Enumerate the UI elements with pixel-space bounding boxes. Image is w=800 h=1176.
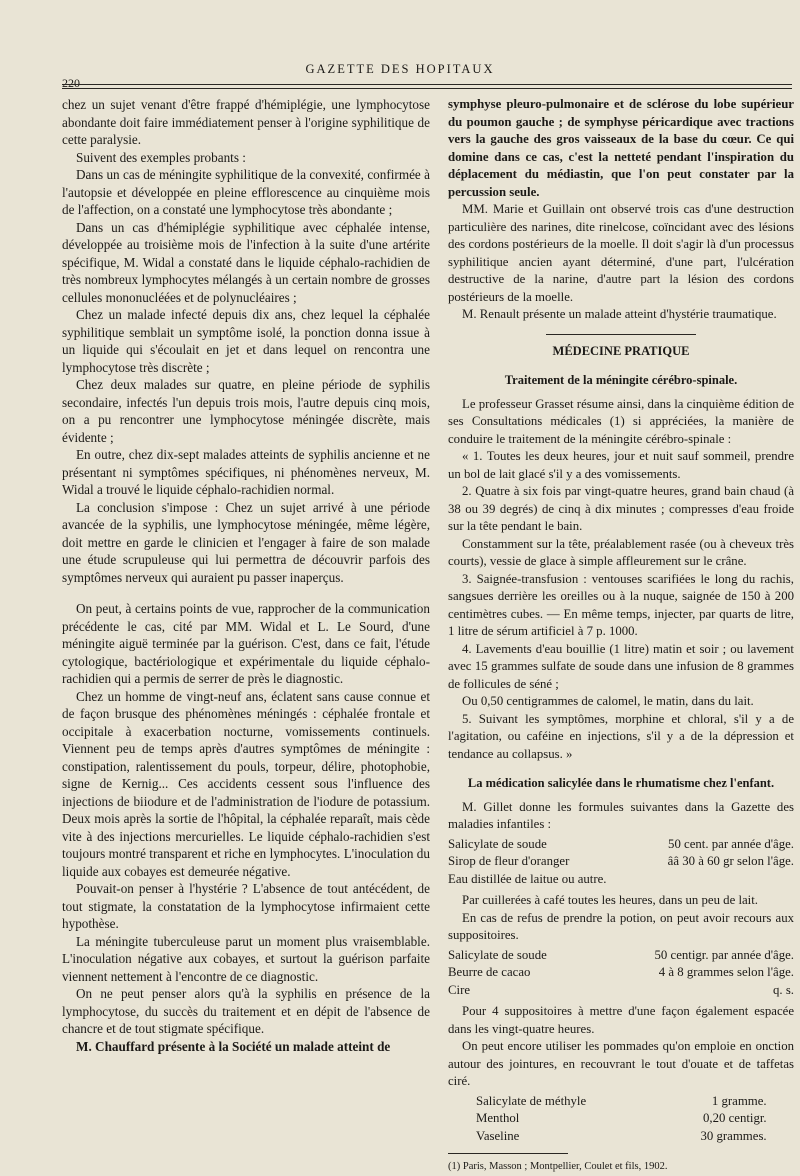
paragraph: 2. Quatre à six fois par vingt-quatre heures, grand bain chaud (à 38 ou 39 degrés) de cinq à dix minutes ; compresses d'eau froide sur la tête pendant le bain. <box>448 484 794 533</box>
paragraph: Ou 0,50 centigrammes de calomel, le matin, dans du lait. <box>462 694 754 708</box>
prescription-item: Beurre de cacao <box>448 965 531 979</box>
paragraph: « 1. Toutes les deux heures, jour et nuit sauf sommeil, prendre un bol de lait glacé s'il y a des vomissements. <box>448 449 794 481</box>
paragraph: M. Chauffard présente à la Société un malade atteint de <box>76 1038 391 1054</box>
prescription-row <box>448 947 794 965</box>
paragraph: 3. Saignée-transfusion : ventouses scarifiées le long du rachis, sangsues derrière les oreilles ou à la nuque, saignée de 150 à 200 centimètres cubes. — En même temps, injecter, par quarts de litre, 1 litre de sérum artificiel à 7 p. 1000. <box>448 571 794 638</box>
prescription-table <box>448 947 794 1000</box>
prescription-dose: ââ 30 à 60 gr selon l'âge. <box>667 854 794 868</box>
header-rule <box>62 84 792 85</box>
subsection-title: La médication salicylée dans le rhumatisme chez l'enfant. <box>467 776 775 790</box>
paragraph-gap <box>62 586 430 600</box>
prescription-dose <box>637 871 794 889</box>
prescription-item: Eau distillée de laitue ou autre. <box>448 871 607 886</box>
header-rule-thin <box>62 88 792 89</box>
paragraph: M. Gillet donne les formules suivantes dans la Gazette des maladies infantiles : <box>448 799 794 831</box>
left-column <box>62 96 430 1055</box>
prescription-item: Salicylate de méthyle <box>476 1093 587 1108</box>
paragraph: On peut, à certains points de vue, rapprocher de la communication précédente le cas, cité par MM. Widal et L. Le Sourd, d'une méningite aiguë terminée par la guérison. C'est, dans ce fait, l'étude cytologique, bactériologique et expérimentale du liquide céphalo-rachidien qui a permis de serrer de près le diagnostic. <box>62 601 430 686</box>
paragraph: La méningite tuberculeuse parut un moment plus vraisemblable. L'inoculation négative aux cobayes, et surtout la guérison parfaite viennent nettement à l'encontre de ce diagnostic. <box>62 933 430 984</box>
prescription-row <box>448 871 794 889</box>
subsection-title: Traitement de la méningite cérébro-spinale. <box>504 373 738 387</box>
prescription-dose: 50 cent. par année d'âge. <box>668 836 794 851</box>
prescription-dose: 0,20 centigr. <box>703 1111 767 1125</box>
running-head: GAZETTE DES HOPITAUX <box>305 62 495 76</box>
prescription-item: Cire <box>448 982 471 997</box>
paragraph: Dans un cas de méningite syphilitique de la convexité, confirmée à l'autopsie et développée en pleine efflorescence au cinquième mois de l'affection, on a constaté une lymphocytose très abondante ; <box>62 167 430 217</box>
prescription-row <box>448 982 794 1000</box>
prescription-dose: 1 gramme. <box>711 1093 767 1108</box>
prescription-dose: 30 grammes. <box>700 1128 767 1143</box>
prescription-item: Menthol <box>476 1111 520 1125</box>
prescription-item: Salicylate de soude <box>448 947 547 962</box>
prescription-table <box>448 836 794 889</box>
paragraph: En outre, chez dix-sept malades atteints de syphilis ancienne et ne présentant ni symptômes spécifiques, ni phénomènes nerveux, M. Widal a trouvé le liquide céphalo-rachidien normal. <box>62 447 430 497</box>
prescription-dose: 50 centigr. par année d'âge. <box>654 947 794 962</box>
prescription-item: Sirop de fleur d'oranger <box>448 854 570 868</box>
prescription-dose: 4 à 8 grammes selon l'âge. <box>658 965 794 979</box>
paragraph: Constamment sur la tête, préalablement rasée (ou à cheveux très courts), vessie de glace à simple affleurement sur le crâne. <box>448 536 794 568</box>
paragraph: Suivent des exemples probants : <box>76 149 246 165</box>
prescription-table <box>476 1093 767 1146</box>
paragraph: symphyse pleuro-pulmonaire et de sclérose du lobe supérieur du poumon gauche ; de symphyse péricardique avec tractions vers la gauche des gros vaisseaux de la base du cœur. Ce qui domine dans ce cas, c'est la netteté pendant l'inspiration du déplacement du médiastin, que l'on peut constater par la percussion seule. <box>448 97 794 199</box>
paragraph: 5. Suivant les symptômes, morphine et chloral, s'il y a de l'agitation, ou caféine en injections, s'il y a de la dépression et tendance au collapsus. » <box>448 711 794 761</box>
paragraph: MM. Marie et Guillain ont observé trois cas d'une destruction particulière des narines, dite rinelcose, coïncidant avec des lésions des cordons postérieurs de la moelle. Il doit s'agir là d'un processus syphilitique ancien ayant déterminé, d'une part, l'ulcération destructive de la narine, d'autre part la lésion des cordons postérieurs de la moelle. <box>448 202 794 304</box>
prescription-row <box>476 1110 767 1128</box>
paragraph: chez un sujet venant d'être frappé d'hémiplégie, une lymphocytose abondante doit faire immédiatement penser à l'origine syphilitique de cette paralysie. <box>62 97 430 147</box>
paragraph: La conclusion s'impose : Chez un sujet arrivé à une période avancée de la syphilis, une lymphocytose méningée, même légère, doit mettre en garde le clinicien et l'engager à faire de son malade une étude scrupuleuse qui lui permettra de découvrir parfois des symptômes nerveux qui auraient pu passer inaperçus. <box>62 499 430 585</box>
footnote: (1) Paris, Masson ; Montpellier, Coulet et fils, 1902. <box>448 1161 668 1172</box>
prescription-dose: q. s. <box>773 982 794 997</box>
paragraph: Par cuillerées à café toutes les heures, dans un peu de lait. <box>462 893 758 907</box>
paragraph: Pouvait-on penser à l'hystérie ? L'absence de tout antécédent, de tout stigmate, la constatation de la lymphocytose infirmaient cette hypothèse. <box>62 881 430 931</box>
paragraph: Le professeur Grasset résume ainsi, dans la cinquième édition de ses Consultations médicales (1) si appréciées, la manière de conduire le traitement de la méningite cérébro-spinale : <box>448 396 794 446</box>
paragraph: Chez un malade infecté depuis dix ans, chez lequel la céphalée syphilitique semblait un symptôme isolé, la ponction donna issue à un liquide qui s'écoulait en jet et dans lequel on rencontra une lymphocytose très discrète ; <box>62 307 430 375</box>
paragraph: Chez un homme de vingt-neuf ans, éclatent sans cause connue et de façon brusque des phénomènes méningés : céphalée frontale et occipitale à exacerbation nocturne, vomissements continuels. Viennent peu de temps après d'autres symptômes de méningite : constipation, ralentissement du pouls, torpeur, délire, photophobie, signe de Kernig... Ces accidents cessent sous l'influence des injections de biiodure et de l'administration de l'iodure de potassium. Deux mois après la sortie de l'hôpital, la céphalée reparaît, mais cède vite à des injections mercurielles. Le liquide céphalo-rachidien s'est toujours montré transparent et riche en lymphocytes. L'inoculation du liquide aux cobayes est demeurée négative. <box>62 688 430 879</box>
footnote-rule <box>448 1153 568 1154</box>
prescription-row <box>448 964 794 982</box>
section-title: MÉDECINE PRATIQUE <box>552 343 690 358</box>
prescription-item: Vaseline <box>476 1128 520 1143</box>
prescription-item: Salicylate de soude <box>448 836 547 851</box>
paragraph: M. Renault présente un malade atteint d'hystérie traumatique. <box>462 307 777 321</box>
right-column <box>448 96 794 1176</box>
paragraph: Dans un cas d'hémiplégie syphilitique avec céphalée intense, développée au troisième mois de l'infection à la suite d'une artérite spécifique, M. Widal a constaté dans le liquide céphalo-rachidien de très nombreux lymphocytes mélangés à un certain nombre de grosses cellules mononucléées et de polynucléaires ; <box>62 219 430 305</box>
paragraph: 4. Lavements d'eau bouillie (1 litre) matin et soir ; ou lavement avec 15 grammes sulfate de soude dans une infusion de 8 grammes de follicules de séné ; <box>448 641 794 691</box>
paragraph: Pour 4 suppositoires à mettre d'une façon également espacée dans les vingt-quatre heures. <box>448 1004 794 1036</box>
prescription-row <box>476 1093 767 1111</box>
section-separator <box>546 334 696 335</box>
prescription-row <box>476 1128 767 1146</box>
prescription-row <box>448 836 794 854</box>
paragraph: On peut encore utiliser les pommades qu'on emploie en onction autour des jointures, en recouvrant le tout d'ouate et de taffetas ciré. <box>448 1039 794 1088</box>
paragraph: On ne peut penser alors qu'à la syphilis en présence de la lymphocytose, du succès du traitement et en dépit de l'absence de chancre et de tout stigmate spécifique. <box>62 986 430 1036</box>
prescription-row <box>448 853 794 871</box>
page-number: 220 <box>62 76 80 90</box>
paragraph: Chez deux malades sur quatre, en pleine période de syphilis secondaire, infectés l'un depuis trois mois, l'autre depuis cinq mois, on a pu rencontrer une lymphocytose méningée discrète, mais évidente ; <box>62 377 430 445</box>
paragraph: En cas de refus de prendre la potion, on peut avoir recours aux suppositoires. <box>448 910 794 942</box>
